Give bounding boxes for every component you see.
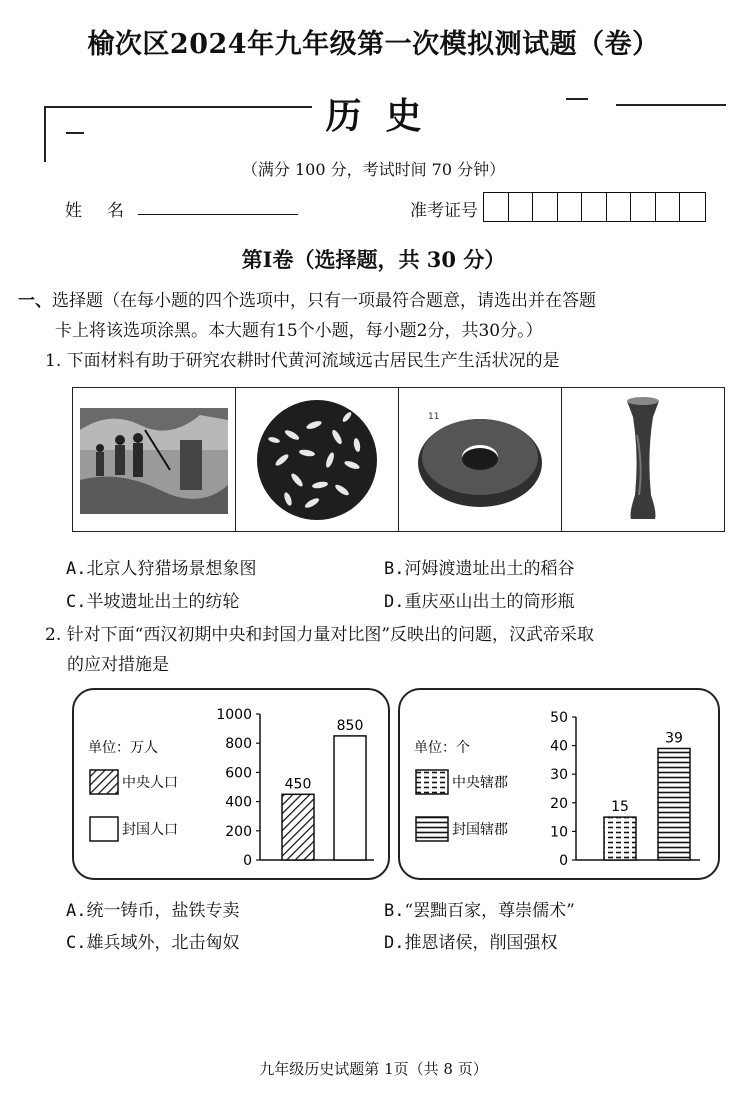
chart1-legend-central: 中央人口 [122, 775, 178, 791]
part-title: 第Ⅰ卷（选择题，共 30 分） [241, 247, 506, 272]
question-2-stem-1: 2. 针对下面“西汉初期中央和封国力量对比图”反映出的问题，汉武帝采取 [45, 625, 595, 645]
chart1-unit-label: 单位：万人 [88, 740, 158, 756]
y-tick-label: 10 [550, 824, 568, 841]
chart1-legend-swatch-fief [90, 817, 118, 841]
ticket-digit-box[interactable] [582, 193, 607, 221]
image-spindle-whorl [399, 388, 562, 531]
y-tick-label: 0 [243, 853, 252, 869]
y-tick-label: 0 [559, 853, 568, 869]
y-tick-label: 50 [550, 710, 568, 726]
chart2-legend-fief: 封国辖郡 [452, 822, 508, 838]
page-footer: 九年级历史试题第 1页（共 8 页） [259, 1060, 488, 1078]
ticket-number-boxes[interactable] [483, 192, 706, 222]
ticket-digit-box[interactable] [509, 193, 534, 221]
chart1-legend-swatch-central [90, 770, 118, 794]
chart1-legend-fief: 封国人口 [122, 822, 178, 838]
y-tick-label: 600 [225, 765, 252, 782]
bar-fief [658, 748, 690, 860]
section-instructions-cont: 卡上将该选项涂黑。本大题有15个小题，每小题2分，共30分。） [55, 321, 543, 341]
chart-population [72, 688, 390, 880]
ticket-digit-box[interactable] [484, 193, 509, 221]
exam-title: 榆次区2024年九年级第一次模拟测试题（卷） [87, 29, 660, 60]
chart-commanderies [398, 688, 720, 880]
chart2-legend-central: 中央辖郡 [452, 775, 508, 791]
subject-title: 历史 [325, 95, 446, 137]
ticket-digit-box[interactable] [656, 193, 681, 221]
data-label: 15 [611, 799, 629, 816]
y-tick-label: 40 [550, 738, 568, 755]
q1-option-a[interactable]: A.北京人狩猎场景想象图 [66, 559, 257, 579]
y-tick-label: 200 [225, 823, 252, 840]
q2-option-b[interactable]: B.“罢黜百家，尊崇儒术” [384, 901, 575, 921]
y-tick-label: 800 [225, 736, 252, 753]
ticket-number-label: 准考证号 [410, 201, 478, 221]
bar-fief [334, 736, 366, 860]
section-number: 一、 [18, 291, 52, 311]
chart2-legend-swatch-central [416, 770, 448, 794]
section-text-1: 选择题（在每小题的四个选项中，只有一项最符合题意，请选出并在答题 [52, 291, 596, 311]
q1-option-b[interactable]: B.河姆渡遗址出土的稻谷 [384, 559, 575, 579]
data-label: 450 [284, 776, 312, 793]
y-tick-label: 30 [550, 767, 568, 784]
image-tube-vase [562, 388, 724, 531]
chart2-legend-swatch-fief [416, 817, 448, 841]
y-tick-label: 1000 [216, 707, 252, 723]
q2-option-a[interactable]: A.统一铸币，盐铁专卖 [66, 901, 240, 921]
question-2-stem-2: 的应对措施是 [67, 655, 169, 675]
y-tick-label: 400 [225, 794, 252, 811]
image-rice-grains [236, 388, 399, 531]
ticket-digit-box[interactable] [607, 193, 632, 221]
name-label: 姓 名 [65, 201, 128, 221]
chart2-unit-label: 单位：个 [414, 740, 470, 756]
exam-info: （满分 100 分，考试时间 70 分钟） [241, 160, 506, 179]
y-tick-label: 20 [550, 795, 568, 812]
ticket-digit-box[interactable] [631, 193, 656, 221]
q2-option-c[interactable]: C.雄兵域外，北击匈奴 [66, 933, 240, 953]
ticket-digit-box[interactable] [533, 193, 558, 221]
question-1-image-table [72, 387, 725, 532]
bar-central [282, 794, 314, 860]
image-hunting-scene [73, 388, 236, 531]
q1-option-d[interactable]: D.重庆巫山出土的筒形瓶 [384, 592, 575, 612]
q2-option-d[interactable]: D.推恩诸侯，削国强权 [384, 933, 558, 953]
bar-central [604, 817, 636, 860]
svg-text:11: 11 [428, 411, 440, 422]
ticket-digit-box[interactable] [680, 193, 705, 221]
section-instructions [18, 286, 723, 316]
name-field[interactable] [138, 214, 298, 215]
q1-option-c[interactable]: C.半坡遗址出土的纺轮 [66, 592, 240, 612]
ticket-digit-box[interactable] [558, 193, 583, 221]
data-label: 850 [336, 717, 364, 734]
data-label: 39 [665, 730, 683, 747]
question-1-stem: 1. 下面材料有助于研究农耕时代黄河流域远古居民生产生活状况的是 [45, 351, 560, 371]
